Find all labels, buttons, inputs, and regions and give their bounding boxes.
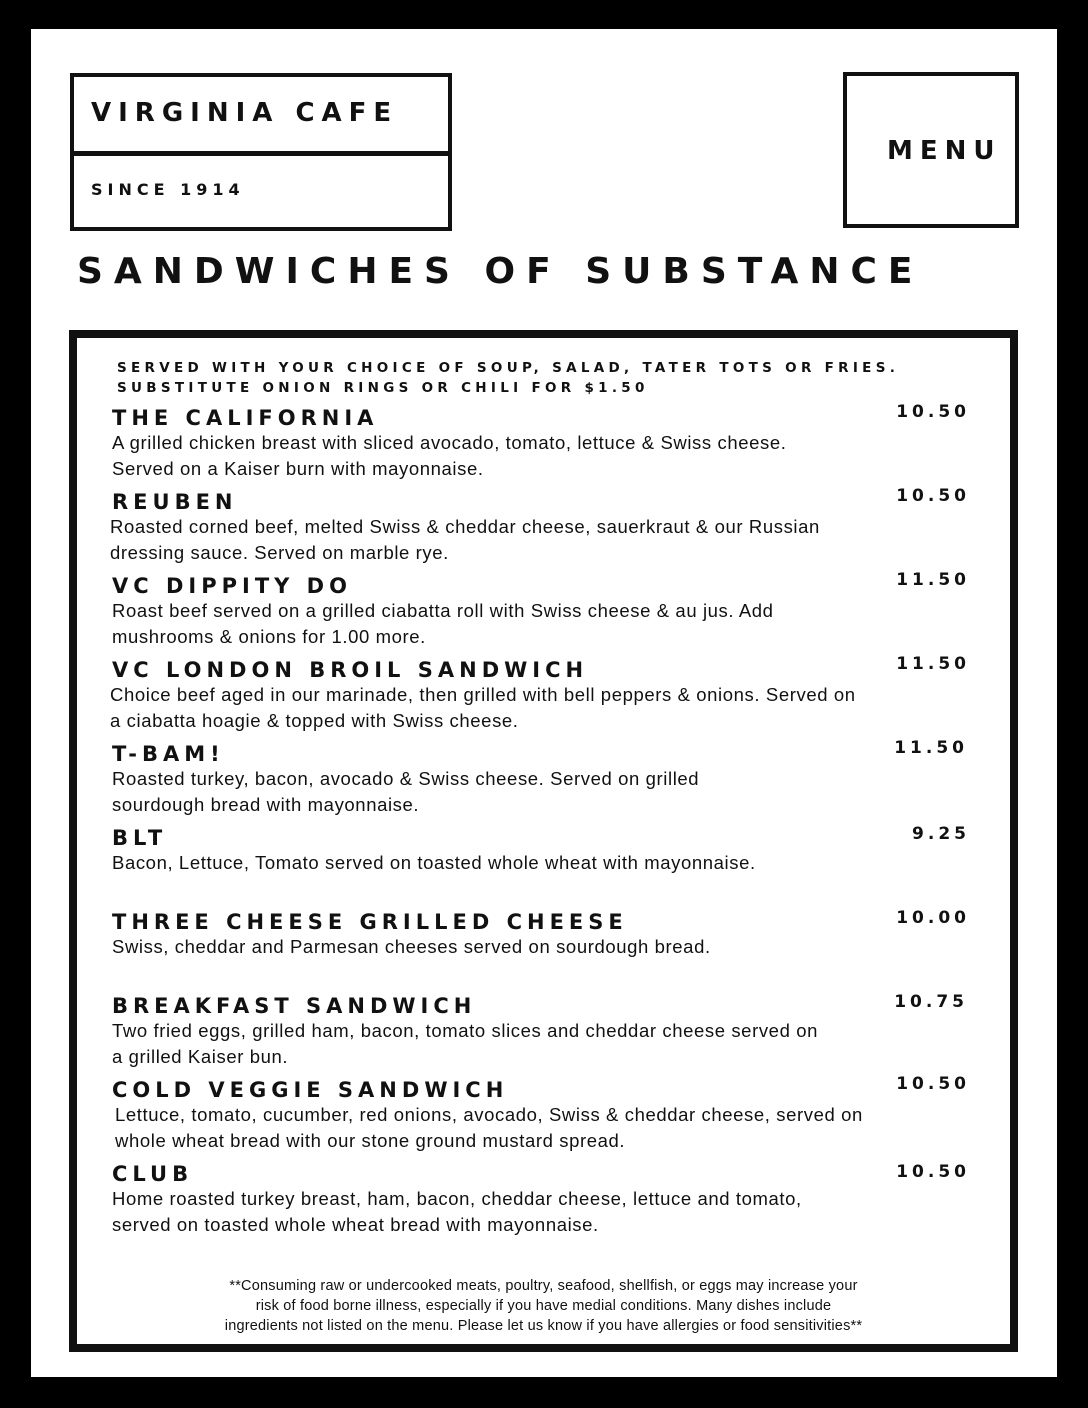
menu-label-box — [843, 72, 1019, 228]
item-description: Home roasted turkey breast, ham, bacon, cheddar cheese, lettuce and tomato, served on toasted whole wheat bread with mayonnaise. — [112, 1188, 802, 1235]
section-title: SANDWICHES OF SUBSTANCE — [77, 251, 924, 292]
brand-name-row — [74, 77, 448, 156]
menu-item — [112, 1162, 952, 1238]
menu-item — [112, 406, 952, 482]
menu-item — [110, 490, 950, 566]
item-price: 11.50 — [894, 738, 968, 758]
item-description: Bacon, Lettuce, Tomato served on toasted whole wheat with mayonnaise. — [112, 852, 756, 873]
item-name: THE CALIFORNIA — [112, 406, 379, 430]
menu-label: MENU — [887, 136, 1002, 166]
item-price: 10.00 — [896, 908, 970, 928]
item-price: 11.50 — [896, 654, 970, 674]
item-description: Roasted turkey, bacon, avocado & Swiss cheese. Served on grilled sourdough bread with mayonnaise. — [112, 768, 700, 815]
item-description: Lettuce, tomato, cucumber, red onions, avocado, Swiss & cheddar cheese, served on whole wheat bread with our stone ground mustard spread. — [115, 1104, 863, 1151]
menu-page — [31, 29, 1057, 1377]
item-description: Choice beef aged in our marinade, then grilled with bell peppers & onions. Served on a ciabatta hoagie & topped with Swiss cheese. — [110, 684, 856, 731]
item-price: 10.75 — [894, 992, 968, 1012]
disclaimer-line1: **Consuming raw or undercooked meats, poultry, seafood, shellfish, or eggs may increase your — [229, 1278, 858, 1294]
item-name: VC DIPPITY DO — [112, 574, 352, 598]
item-description: Swiss, cheddar and Parmesan cheeses served on sourdough bread. — [112, 936, 711, 957]
item-price: 10.50 — [896, 402, 970, 422]
menu-item — [112, 994, 952, 1070]
menu-item — [112, 826, 952, 876]
item-price: 11.50 — [896, 570, 970, 590]
menu-item — [112, 574, 952, 650]
item-name: BLT — [112, 826, 168, 850]
item-price: 10.50 — [896, 486, 970, 506]
menu-item — [110, 658, 950, 734]
item-name: BREAKFAST SANDWICH — [112, 994, 477, 1018]
item-price: 10.50 — [896, 1162, 970, 1182]
menu-items-box — [69, 330, 1018, 1352]
cafe-name: VIRGINIA CAFE — [91, 98, 399, 128]
item-name: T-BAM! — [112, 742, 225, 766]
item-name: COLD VEGGIE SANDWICH — [112, 1078, 509, 1102]
item-description: A grilled chicken breast with sliced avocado, tomato, lettuce & Swiss cheese. Served on a Kaiser burn with mayonnaise. — [112, 432, 787, 479]
since-label: SINCE 1914 — [91, 180, 245, 199]
sides-note — [117, 358, 899, 398]
menu-item — [112, 1078, 952, 1154]
brand-box — [70, 73, 452, 231]
item-description: Roast beef served on a grilled ciabatta roll with Swiss cheese & au jus. Add mushrooms & onions for 1.00 more. — [112, 600, 774, 647]
item-name: VC LONDON BROIL SANDWICH — [112, 658, 589, 682]
sides-note-line1: SERVED WITH YOUR CHOICE OF SOUP, SALAD, TATER TOTS OR FRIES. — [117, 360, 900, 376]
item-name: THREE CHEESE GRILLED CHEESE — [112, 910, 628, 934]
item-description: Two fried eggs, grilled ham, bacon, tomato slices and cheddar cheese served on a grilled Kaiser bun. — [112, 1020, 818, 1067]
item-name: CLUB — [112, 1162, 194, 1186]
sides-note-line2: SUBSTITUTE ONION RINGS OR CHILI FOR $1.50 — [117, 380, 649, 396]
item-price: 9.25 — [912, 824, 970, 844]
item-description: Roasted corned beef, melted Swiss & cheddar cheese, sauerkraut & our Russian dressing sauce. Served on marble rye. — [110, 516, 820, 563]
menu-item — [112, 910, 952, 960]
item-name: REUBEN — [112, 490, 238, 514]
allergy-disclaimer — [127, 1276, 960, 1336]
item-price: 10.50 — [896, 1074, 970, 1094]
menu-item — [112, 742, 952, 818]
disclaimer-line2: risk of food borne illness, especially if you have medial conditions. Many dishes include — [255, 1298, 832, 1314]
disclaimer-line3: ingredients not listed on the menu. Please let us know if you have allergies or food sensitivities** — [224, 1318, 863, 1334]
